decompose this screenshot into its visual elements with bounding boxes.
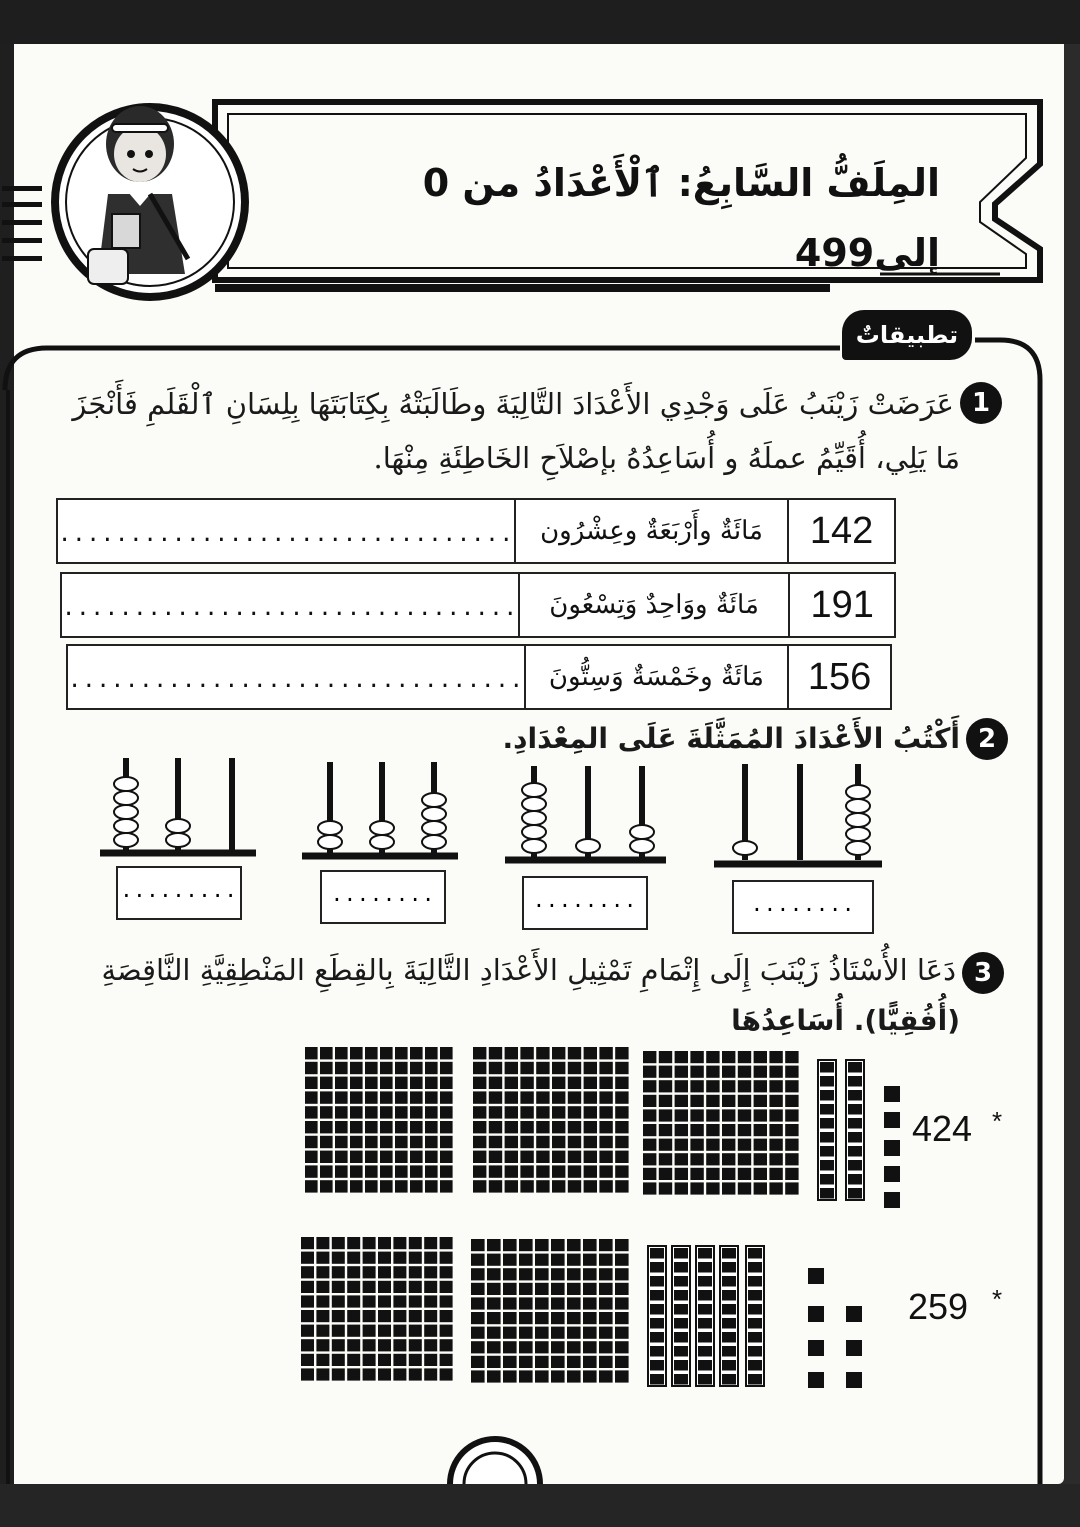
unit-cube: [808, 1340, 824, 1356]
question-3-line-1: دَعَا الأُسْتَاذُ زَيْنَبَ إِلَى إِتْمَامِ تَمْثِيلِ الأَعْدَادِ التَّالِيَةَ بِالقِطَعِ المَنْطِقِيَّةِ النَّاقِصَةِ: [101, 953, 956, 987]
row-words: مَائَةٌ وخَمْسَةٌ وَسِتُّونَ: [524, 646, 787, 708]
row-words: مَائَةٌ ووَاحِدٌ وَتِسْعُونَ: [518, 574, 788, 636]
unit-cube: [884, 1112, 900, 1128]
hundred-flat: [301, 1237, 453, 1381]
abacus: [505, 766, 666, 860]
question-1-line-2: مَا يَلِي، أُقَيِّمُ عملَهُ و أُسَاعِدُهُ بإصْلاَحِ الخَاطِئَةِ مِنْهَا.: [373, 441, 960, 475]
answer-field[interactable]: ................................: [58, 522, 514, 547]
abacus-answer-box[interactable]: ........: [320, 870, 446, 924]
hundred-flat: [305, 1047, 453, 1193]
ten-rod: [818, 1060, 836, 1200]
number-row: [66, 644, 892, 710]
row-words: مَائَةٌ وأَرْبَعَةٌ وعِشْرُون: [514, 500, 787, 562]
bullet: *: [992, 1284, 1003, 1314]
ten-rod: [672, 1246, 690, 1386]
unit-cube: [884, 1192, 900, 1208]
block-item-259: [908, 1284, 1003, 1328]
unit-cube: [884, 1166, 900, 1182]
hundred-flat: [473, 1047, 629, 1193]
unit-cube: [884, 1140, 900, 1156]
abacus-row: [0, 740, 1064, 880]
unit-cube: [808, 1306, 824, 1322]
unit-cube: [846, 1372, 862, 1388]
row-number: 142: [787, 500, 894, 562]
question-2-number: 2: [966, 718, 1008, 760]
abacus-answer-box[interactable]: ........: [732, 880, 874, 934]
page-title: المِلَفُّ السَّابِعُ: ٱلْأَعْدَادُ من 0 إلى499: [422, 161, 940, 275]
question-3-number: 3: [962, 952, 1004, 994]
item-number: 424: [912, 1108, 973, 1149]
number-row: [56, 498, 896, 564]
unit-cube: [846, 1306, 862, 1322]
hundred-flat: [471, 1239, 629, 1383]
answer-field[interactable]: ................................: [68, 668, 524, 693]
unit-cube: [808, 1268, 824, 1284]
ten-rod: [846, 1060, 864, 1200]
unit-cube: [808, 1372, 824, 1388]
ten-rod: [696, 1246, 714, 1386]
hundred-flat: [643, 1051, 799, 1195]
section-label: تطبيقاتٌ: [842, 310, 972, 360]
base-ten-blocks: [0, 1040, 1064, 1400]
ten-rod: [648, 1246, 666, 1386]
ten-rod: [746, 1246, 764, 1386]
ten-rod: [720, 1246, 738, 1386]
abacus: [302, 762, 458, 856]
unit-cube: [846, 1340, 862, 1356]
scan-border-top: [0, 0, 1080, 44]
scan-border-bottom: [0, 1484, 1080, 1527]
question-1-line-1: عَرَضَتْ زَيْنَبُ عَلَى وَجْدِي الأَعْدَادَ التَّالِيَةَ وطَالَبَتْهُ بِكِتَابَتَهَا بِلِسَانِ ٱلْقَلَمِ فَأَنْجَزَ: [72, 387, 954, 421]
row-number: 156: [787, 646, 890, 708]
bullet: *: [992, 1106, 1003, 1136]
answer-field[interactable]: ................................: [62, 596, 518, 621]
unit-cube: [884, 1086, 900, 1102]
block-item-424: [912, 1106, 1003, 1150]
page-number-badge: [440, 1440, 550, 1484]
row-number: 191: [788, 574, 894, 636]
question-1-number: 1: [960, 382, 1002, 424]
item-number: 259: [908, 1286, 969, 1327]
abacus: [714, 764, 882, 864]
abacus-answer-box[interactable]: .........: [116, 866, 242, 920]
question-2-text: أَكْتُبُ الأَعْدَادَ المُمَثَّلَةَ عَلَى المِعْدَادِ.: [502, 722, 960, 755]
abacus: [100, 758, 256, 853]
question-3-line-2: (أُفُقِيًّا). أُسَاعِدُهَا: [731, 1004, 960, 1037]
abacus-answer-box[interactable]: ........: [522, 876, 648, 930]
number-row: [60, 572, 896, 638]
